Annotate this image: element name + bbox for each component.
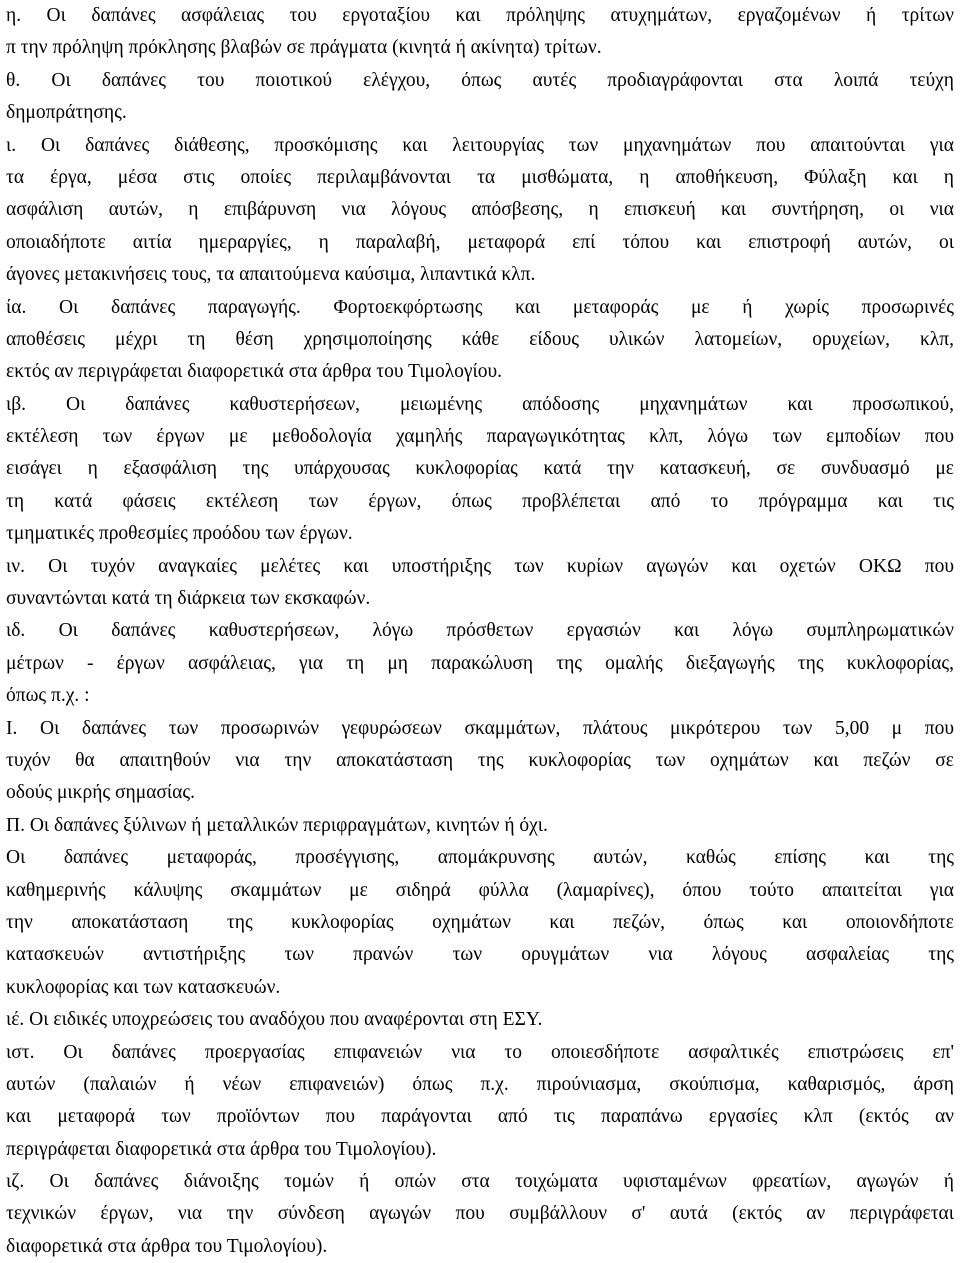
text-line: ιδ. Οι δαπάνες καθυστερήσεων, λόγω πρόσθετων εργασιών και λόγω συμπληρωματικών (6, 620, 954, 642)
text-line: ιβ. Οι δαπάνες καθυστερήσεων, μειωμένης απόδοσης μηχανημάτων και προσωπικού, (6, 393, 954, 415)
text-line: και μεταφορά των προϊόντων που παράγονται από τις παραπάνω εργασίες κλπ (εκτός αν (6, 1106, 954, 1128)
text-line: όπως π.χ. : (6, 685, 90, 707)
text-line: η. Οι δαπάνες ασφάλειας του εργοταξίου και πρόληψης ατυχημάτων, εργαζομένων ή τρίτων (6, 5, 954, 26)
text-line: δημοπράτησης. (6, 102, 127, 124)
text-line: τμηματικές προθεσμίες προόδου των έργων. (6, 523, 353, 545)
text-line: οποιαδήποτε αιτία ημεραργίες, η παραλαβή, μεταφορά επί τόπου και επιστροφή αυτών, οι (6, 231, 954, 253)
text-line: τη κατά φάσεις εκτέλεση των έργων, όπως προβλέπεται από το πρόγραμμα και τις (6, 490, 954, 512)
text-line: άγονες μετακινήσεις τους, τα απαιτούμενα καύσιμα, λιπαντικά κλπ. (6, 264, 536, 286)
text-line: ιστ. Οι δαπάνες προεργασίας επιφανειών νια το οποιεσδήποτε ασφαλτικές επιστρώσεις επ' (6, 1041, 954, 1063)
text-line: αυτών (παλαιών ή νέων επιφανειών) όπως π.χ. πιρούνιασμα, σκούπισμα, καθαρισμός, άρση (6, 1073, 954, 1095)
text-line: π την πρόληψη πρόκλησης βλαβών σε πράγματα (κινητά ή ακίνητα) τρίτων. (6, 37, 602, 59)
text-line: ιέ. Οι ειδικές υποχρεώσεις του αναδόχου που αναφέρονται στη ΕΣΥ. (6, 1009, 543, 1031)
text-line: οδούς μικρής σημασίας. (6, 782, 195, 804)
text-line: εκτέλεση των έργων με μεθοδολογία χαμηλής παραγωγικότητας κλπ, λόγω των εμποδίων που (6, 426, 954, 448)
text-line: εκτός αν περιγράφεται διαφορετικά στα άρθρα του Τιμολογίου. (6, 361, 503, 383)
text-line: τυχόν θα απαιτηθούν νια την αποκατάσταση της κυκλοφορίας των οχημάτων και πεζών σε (6, 749, 954, 771)
text-line: ι. Οι δαπάνες διάθεσης, προσκόμισης και λειτουργίας των μηχανημάτων που απαιτούνται για (6, 134, 954, 156)
text-line: εισάγει η εξασφάλιση της υπάρχουσας κυκλοφορίας κατά την κατασκευή, σε συνδυασμό με (6, 458, 954, 480)
text-line: κατασκευών αντιστήριξης των πρανών των ορυγμάτων νια λόγους ασφαλείας της (6, 944, 954, 966)
text-line: ιν. Οι τυχόν αναγκαίες μελέτες και υποστήριξης των κυρίων αγωγών και οχετών ΟΚΩ που (6, 555, 954, 577)
text-line: Π. Οι δαπάνες ξύλινων ή μεταλλικών περιφραγμάτων, κινητών ή όχι. (6, 814, 548, 836)
text-line: Ι. Οι δαπάνες των προσωρινών γεφυρώσεων σκαμμάτων, πλάτους μικρότερου των 5,00 μ που (6, 717, 954, 739)
text-line: ασφάλιση αυτών, η επιβάρυνση νια λόγους απόσβεσης, η επισκευή και συντήρηση, οι νια (6, 199, 954, 221)
text-line: θ. Οι δαπάνες του ποιοτικού ελέγχου, όπως αυτές προδιαγράφονται στα λοιπά τεύχη (6, 69, 954, 91)
text-line: διαφορετικά στα άρθρα του Τιμολογίου). (6, 1235, 328, 1257)
text-line: αποθέσεις μέχρι τη θέση χρησιμοποίησης κάθε είδους υλικών λατομείων, ορυχείων, κλπ, (6, 328, 954, 350)
text-line: μέτρων - έργων ασφάλειας, για τη μη παρακώλυση της ομαλής διεξαγωγής της κυκλοφορίας, (6, 652, 954, 674)
text-line: ιζ. Οι δαπάνες διάνοιξης τομών ή οπών στα τοιχώματα υφισταμένων φρεατίων, αγωγών ή (6, 1171, 954, 1193)
text-line: τεχνικών έργων, νια την σύνδεση αγωγών που συμβάλλουν σ' αυτά (εκτός αν περιγράφεται (6, 1203, 954, 1225)
text-line: περιγράφεται διαφορετικά στα άρθρα του Τιμολογίου). (6, 1138, 437, 1160)
text-line: συναντώνται κατά τη διάρκεια των εκσκαφών. (6, 588, 371, 610)
text-line: την αποκατάσταση της κυκλοφορίας οχημάτων και πεζών, όπως και οποιονδήποτε (6, 911, 954, 933)
text-line: τα έργα, μέσα στις οποίες περιλαμβάνονται τα μισθώματα, η αποθήκευση, Φύλαξη και η (6, 166, 954, 188)
text-line: κυκλοφορίας και των κατασκευών. (6, 976, 281, 998)
text-line: Οι δαπάνες μεταφοράς, προσέγγισης, απομάκρυνσης αυτών, καθώς επίσης και της (6, 847, 954, 869)
text-line: ία. Οι δαπάνες παραγωγής. Φορτοεκφόρτωσης και μεταφοράς με ή χωρίς προσωρινές (6, 296, 954, 318)
text-line: καθημερινής κάλυψης σκαμμάτων με σιδηρά φύλλα (λαμαρίνες), όπου τούτο απαιτείται για (6, 879, 954, 901)
